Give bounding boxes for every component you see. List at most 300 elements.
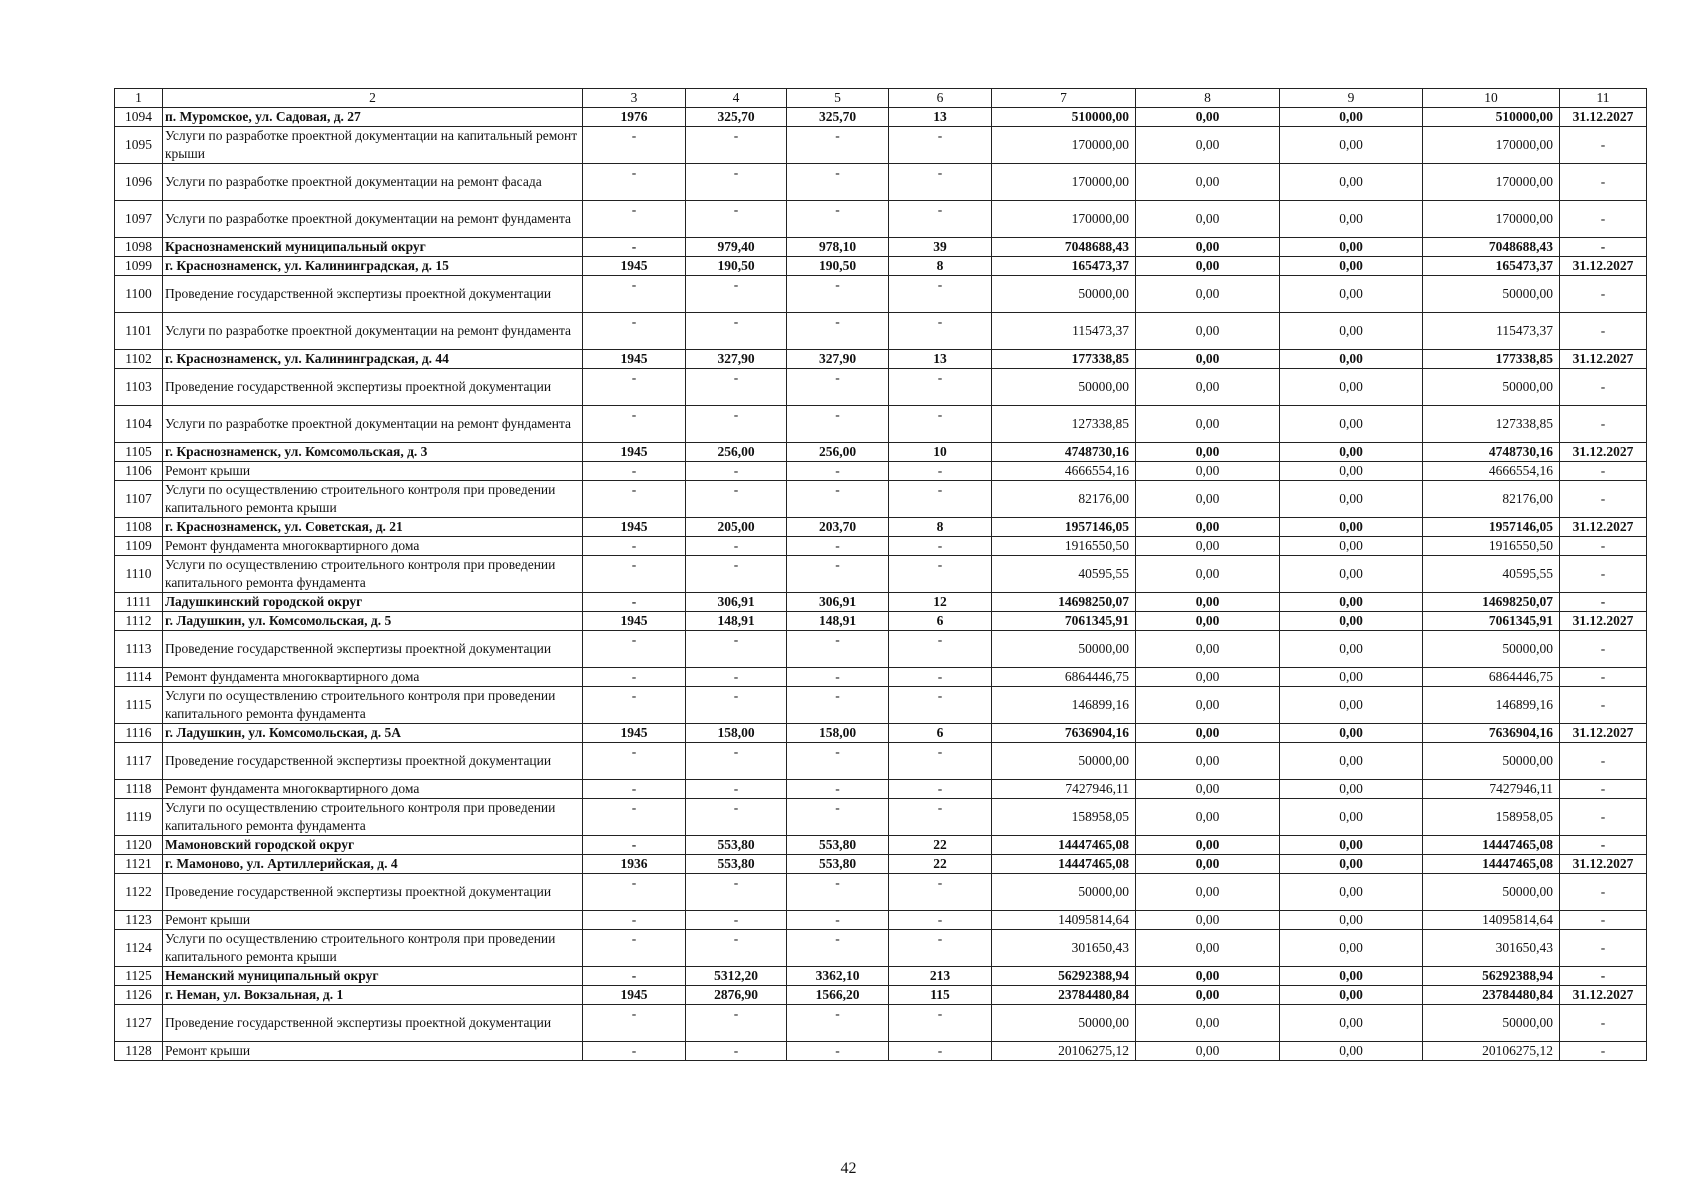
deadline-cell: -	[1560, 406, 1647, 443]
deadline-cell: 31.12.2027	[1560, 986, 1647, 1005]
cost-total-cell: 14447465,08	[992, 836, 1136, 855]
year-cell: -	[583, 743, 686, 780]
description-cell: Ремонт фундамента многоквартирного дома	[163, 668, 583, 687]
description-cell: г. Мамоново, ул. Артиллерийская, д. 4	[163, 855, 583, 874]
row-number-cell: 1109	[115, 537, 163, 556]
description-cell: Ремонт фундамента многоквартирного дома	[163, 537, 583, 556]
fund-cell: 0,00	[1136, 518, 1280, 537]
area-living-cell: -	[787, 406, 889, 443]
row-number-cell: 1099	[115, 257, 163, 276]
row-number-cell: 1104	[115, 406, 163, 443]
cost-total-cell: 20106275,12	[992, 1042, 1136, 1061]
cost-total-cell: 7061345,91	[992, 612, 1136, 631]
table-row	[115, 443, 1647, 462]
column-header: 10	[1423, 89, 1560, 108]
row-number-cell: 1106	[115, 462, 163, 481]
cost-total-cell: 510000,00	[992, 108, 1136, 127]
residents-cell: 39	[889, 238, 992, 257]
row-number-cell: 1108	[115, 518, 163, 537]
budget-cell: 0,00	[1280, 724, 1423, 743]
deadline-cell: -	[1560, 836, 1647, 855]
deadline-cell: -	[1560, 238, 1647, 257]
year-cell: -	[583, 127, 686, 164]
area-total-cell: 553,80	[686, 855, 787, 874]
cost-total-cell: 170000,00	[992, 201, 1136, 238]
area-living-cell: -	[787, 799, 889, 836]
deadline-cell: -	[1560, 911, 1647, 930]
year-cell: -	[583, 481, 686, 518]
column-header: 1	[115, 89, 163, 108]
table-row	[115, 127, 1647, 164]
data-table	[114, 88, 1647, 1061]
residents-cell: -	[889, 1042, 992, 1061]
residents-cell: -	[889, 276, 992, 313]
fund-cell: 0,00	[1136, 369, 1280, 406]
table-row	[115, 518, 1647, 537]
area-total-cell: 2876,90	[686, 986, 787, 1005]
area-total-cell: 5312,20	[686, 967, 787, 986]
fund-cell: 0,00	[1136, 612, 1280, 631]
row-number-cell: 1113	[115, 631, 163, 668]
fund-cell: 0,00	[1136, 631, 1280, 668]
table-row	[115, 930, 1647, 967]
table-row	[115, 687, 1647, 724]
description-cell: Услуги по осуществлению строительного контроля при проведении капитального ремонта крыши	[163, 481, 583, 518]
owners-funds-cell: 50000,00	[1423, 743, 1560, 780]
residents-cell: -	[889, 462, 992, 481]
year-cell: 1936	[583, 855, 686, 874]
area-living-cell: 325,70	[787, 108, 889, 127]
description-cell: Услуги по разработке проектной документации на ремонт фундамента	[163, 201, 583, 238]
residents-cell: 6	[889, 612, 992, 631]
budget-cell: 0,00	[1280, 799, 1423, 836]
budget-cell: 0,00	[1280, 369, 1423, 406]
cost-total-cell: 1957146,05	[992, 518, 1136, 537]
cost-total-cell: 170000,00	[992, 164, 1136, 201]
budget-cell: 0,00	[1280, 462, 1423, 481]
deadline-cell: 31.12.2027	[1560, 724, 1647, 743]
budget-cell: 0,00	[1280, 967, 1423, 986]
description-cell: Услуги по разработке проектной документации на ремонт фундамента	[163, 406, 583, 443]
budget-cell: 0,00	[1280, 556, 1423, 593]
fund-cell: 0,00	[1136, 313, 1280, 350]
deadline-cell: -	[1560, 462, 1647, 481]
owners-funds-cell: 50000,00	[1423, 369, 1560, 406]
area-total-cell: -	[686, 911, 787, 930]
cost-total-cell: 146899,16	[992, 687, 1136, 724]
year-cell: -	[583, 164, 686, 201]
table-row	[115, 481, 1647, 518]
cost-total-cell: 158958,05	[992, 799, 1136, 836]
table-row	[115, 462, 1647, 481]
owners-funds-cell: 165473,37	[1423, 257, 1560, 276]
cost-total-cell: 165473,37	[992, 257, 1136, 276]
area-total-cell: -	[686, 164, 787, 201]
cost-total-cell: 7048688,43	[992, 238, 1136, 257]
owners-funds-cell: 7636904,16	[1423, 724, 1560, 743]
description-cell: г. Ладушкин, ул. Комсомольская, д. 5	[163, 612, 583, 631]
residents-cell: 6	[889, 724, 992, 743]
owners-funds-cell: 7427946,11	[1423, 780, 1560, 799]
row-number-cell: 1112	[115, 612, 163, 631]
fund-cell: 0,00	[1136, 406, 1280, 443]
budget-cell: 0,00	[1280, 127, 1423, 164]
residents-cell: 12	[889, 593, 992, 612]
row-number-cell: 1114	[115, 668, 163, 687]
fund-cell: 0,00	[1136, 780, 1280, 799]
residents-cell: 22	[889, 855, 992, 874]
budget-cell: 0,00	[1280, 238, 1423, 257]
column-header: 7	[992, 89, 1136, 108]
area-living-cell: -	[787, 369, 889, 406]
residents-cell: -	[889, 201, 992, 238]
cost-total-cell: 170000,00	[992, 127, 1136, 164]
owners-funds-cell: 4666554,16	[1423, 462, 1560, 481]
owners-funds-cell: 127338,85	[1423, 406, 1560, 443]
deadline-cell: -	[1560, 556, 1647, 593]
deadline-cell: -	[1560, 276, 1647, 313]
fund-cell: 0,00	[1136, 443, 1280, 462]
year-cell: -	[583, 238, 686, 257]
row-number-cell: 1107	[115, 481, 163, 518]
deadline-cell: -	[1560, 127, 1647, 164]
owners-funds-cell: 177338,85	[1423, 350, 1560, 369]
deadline-cell: -	[1560, 799, 1647, 836]
owners-funds-cell: 7061345,91	[1423, 612, 1560, 631]
area-living-cell: -	[787, 127, 889, 164]
residents-cell: 8	[889, 518, 992, 537]
deadline-cell: -	[1560, 1042, 1647, 1061]
table-row	[115, 108, 1647, 127]
fund-cell: 0,00	[1136, 257, 1280, 276]
description-cell: Услуги по разработке проектной документации на капитальный ремонт крыши	[163, 127, 583, 164]
description-cell: п. Муромское, ул. Садовая, д. 27	[163, 108, 583, 127]
cost-total-cell: 6864446,75	[992, 668, 1136, 687]
description-cell: Услуги по осуществлению строительного контроля при проведении капитального ремонта фундамента	[163, 687, 583, 724]
area-living-cell: -	[787, 164, 889, 201]
fund-cell: 0,00	[1136, 556, 1280, 593]
budget-cell: 0,00	[1280, 780, 1423, 799]
deadline-cell: -	[1560, 780, 1647, 799]
row-number-cell: 1126	[115, 986, 163, 1005]
description-cell: г. Краснознаменск, ул. Калининградская, д. 44	[163, 350, 583, 369]
budget-cell: 0,00	[1280, 855, 1423, 874]
year-cell: 1945	[583, 612, 686, 631]
budget-cell: 0,00	[1280, 164, 1423, 201]
row-number-cell: 1120	[115, 836, 163, 855]
description-cell: Услуги по разработке проектной документации на ремонт фундамента	[163, 313, 583, 350]
area-total-cell: -	[686, 743, 787, 780]
budget-cell: 0,00	[1280, 593, 1423, 612]
description-cell: Услуги по разработке проектной документации на ремонт фасада	[163, 164, 583, 201]
area-total-cell: 306,91	[686, 593, 787, 612]
year-cell: -	[583, 874, 686, 911]
cost-total-cell: 23784480,84	[992, 986, 1136, 1005]
area-total-cell: -	[686, 406, 787, 443]
cost-total-cell: 50000,00	[992, 369, 1136, 406]
fund-cell: 0,00	[1136, 537, 1280, 556]
owners-funds-cell: 50000,00	[1423, 874, 1560, 911]
cost-total-cell: 4666554,16	[992, 462, 1136, 481]
budget-cell: 0,00	[1280, 1042, 1423, 1061]
year-cell: -	[583, 593, 686, 612]
residents-cell: 13	[889, 108, 992, 127]
residents-cell: -	[889, 369, 992, 406]
cost-total-cell: 82176,00	[992, 481, 1136, 518]
year-cell: -	[583, 556, 686, 593]
deadline-cell: -	[1560, 201, 1647, 238]
residents-cell: 10	[889, 443, 992, 462]
deadline-cell: -	[1560, 930, 1647, 967]
deadline-cell: 31.12.2027	[1560, 257, 1647, 276]
residents-cell: -	[889, 537, 992, 556]
table-row	[115, 743, 1647, 780]
cost-total-cell: 14095814,64	[992, 911, 1136, 930]
table-row	[115, 350, 1647, 369]
area-total-cell: 979,40	[686, 238, 787, 257]
owners-funds-cell: 14095814,64	[1423, 911, 1560, 930]
deadline-cell: -	[1560, 313, 1647, 350]
description-cell: Краснознаменский муниципальный округ	[163, 238, 583, 257]
area-total-cell: 205,00	[686, 518, 787, 537]
owners-funds-cell: 6864446,75	[1423, 668, 1560, 687]
area-total-cell: -	[686, 668, 787, 687]
deadline-cell: -	[1560, 481, 1647, 518]
description-cell: Проведение государственной экспертизы проектной документации	[163, 874, 583, 911]
area-total-cell: -	[686, 631, 787, 668]
deadline-cell: 31.12.2027	[1560, 612, 1647, 631]
description-cell: Ремонт фундамента многоквартирного дома	[163, 780, 583, 799]
row-number-cell: 1119	[115, 799, 163, 836]
year-cell: 1945	[583, 518, 686, 537]
area-total-cell: 327,90	[686, 350, 787, 369]
cost-total-cell: 7636904,16	[992, 724, 1136, 743]
owners-funds-cell: 4748730,16	[1423, 443, 1560, 462]
table-row	[115, 631, 1647, 668]
budget-cell: 0,00	[1280, 201, 1423, 238]
residents-cell: -	[889, 1005, 992, 1042]
budget-cell: 0,00	[1280, 631, 1423, 668]
cost-total-cell: 50000,00	[992, 276, 1136, 313]
deadline-cell: 31.12.2027	[1560, 350, 1647, 369]
year-cell: -	[583, 369, 686, 406]
table-row	[115, 612, 1647, 631]
residents-cell: -	[889, 406, 992, 443]
area-total-cell: -	[686, 369, 787, 406]
area-total-cell: -	[686, 930, 787, 967]
table-row	[115, 780, 1647, 799]
owners-funds-cell: 510000,00	[1423, 108, 1560, 127]
area-total-cell: -	[686, 780, 787, 799]
column-header: 9	[1280, 89, 1423, 108]
table-row	[115, 799, 1647, 836]
year-cell: 1945	[583, 443, 686, 462]
year-cell: -	[583, 836, 686, 855]
cost-total-cell: 1916550,50	[992, 537, 1136, 556]
budget-cell: 0,00	[1280, 257, 1423, 276]
cost-total-cell: 115473,37	[992, 313, 1136, 350]
owners-funds-cell: 14447465,08	[1423, 836, 1560, 855]
fund-cell: 0,00	[1136, 743, 1280, 780]
budget-cell: 0,00	[1280, 612, 1423, 631]
column-header: 2	[163, 89, 583, 108]
table-row	[115, 556, 1647, 593]
deadline-cell: -	[1560, 967, 1647, 986]
residents-cell: -	[889, 799, 992, 836]
description-cell: Ладушкинский городской округ	[163, 593, 583, 612]
budget-cell: 0,00	[1280, 836, 1423, 855]
row-number-cell: 1103	[115, 369, 163, 406]
column-header: 11	[1560, 89, 1647, 108]
cost-total-cell: 56292388,94	[992, 967, 1136, 986]
residents-cell: 22	[889, 836, 992, 855]
area-living-cell: 553,80	[787, 836, 889, 855]
table-row	[115, 164, 1647, 201]
owners-funds-cell: 115473,37	[1423, 313, 1560, 350]
owners-funds-cell: 50000,00	[1423, 1005, 1560, 1042]
table-row	[115, 201, 1647, 238]
year-cell: -	[583, 313, 686, 350]
area-total-cell: -	[686, 462, 787, 481]
residents-cell: -	[889, 556, 992, 593]
year-cell: -	[583, 1042, 686, 1061]
residents-cell: 115	[889, 986, 992, 1005]
year-cell: -	[583, 687, 686, 724]
cost-total-cell: 14698250,07	[992, 593, 1136, 612]
description-cell: г. Неман, ул. Вокзальная, д. 1	[163, 986, 583, 1005]
deadline-cell: 31.12.2027	[1560, 443, 1647, 462]
fund-cell: 0,00	[1136, 874, 1280, 911]
row-number-cell: 1111	[115, 593, 163, 612]
description-cell: Проведение государственной экспертизы проектной документации	[163, 631, 583, 668]
year-cell: 1945	[583, 724, 686, 743]
cost-total-cell: 50000,00	[992, 631, 1136, 668]
area-total-cell: -	[686, 1042, 787, 1061]
area-living-cell: -	[787, 668, 889, 687]
residents-cell: -	[889, 127, 992, 164]
deadline-cell: -	[1560, 537, 1647, 556]
deadline-cell: -	[1560, 687, 1647, 724]
area-living-cell: 256,00	[787, 443, 889, 462]
owners-funds-cell: 1957146,05	[1423, 518, 1560, 537]
description-cell: г. Краснознаменск, ул. Советская, д. 21	[163, 518, 583, 537]
area-total-cell: 553,80	[686, 836, 787, 855]
deadline-cell: -	[1560, 874, 1647, 911]
year-cell: -	[583, 799, 686, 836]
cost-total-cell: 50000,00	[992, 1005, 1136, 1042]
table-row	[115, 986, 1647, 1005]
year-cell: -	[583, 1005, 686, 1042]
row-number-cell: 1100	[115, 276, 163, 313]
residents-cell: -	[889, 631, 992, 668]
deadline-cell: -	[1560, 164, 1647, 201]
row-number-cell: 1101	[115, 313, 163, 350]
table-row	[115, 369, 1647, 406]
table-row	[115, 276, 1647, 313]
table-row	[115, 1005, 1647, 1042]
deadline-cell: 31.12.2027	[1560, 108, 1647, 127]
table-row	[115, 537, 1647, 556]
table-row	[115, 313, 1647, 350]
fund-cell: 0,00	[1136, 201, 1280, 238]
table-row	[115, 874, 1647, 911]
cost-total-cell: 50000,00	[992, 743, 1136, 780]
deadline-cell: -	[1560, 743, 1647, 780]
table-row	[115, 724, 1647, 743]
budget-cell: 0,00	[1280, 518, 1423, 537]
owners-funds-cell: 23784480,84	[1423, 986, 1560, 1005]
area-total-cell: 190,50	[686, 257, 787, 276]
residents-cell: -	[889, 164, 992, 201]
area-living-cell: -	[787, 687, 889, 724]
table-row	[115, 855, 1647, 874]
area-living-cell: -	[787, 313, 889, 350]
area-living-cell: -	[787, 743, 889, 780]
area-living-cell: -	[787, 537, 889, 556]
owners-funds-cell: 158958,05	[1423, 799, 1560, 836]
area-total-cell: 325,70	[686, 108, 787, 127]
description-cell: Проведение государственной экспертизы проектной документации	[163, 743, 583, 780]
area-total-cell: -	[686, 537, 787, 556]
budget-cell: 0,00	[1280, 481, 1423, 518]
row-number-cell: 1102	[115, 350, 163, 369]
description-cell: г. Ладушкин, ул. Комсомольская, д. 5А	[163, 724, 583, 743]
area-total-cell: -	[686, 313, 787, 350]
description-cell: Услуги по осуществлению строительного контроля при проведении капитального ремонта крыши	[163, 930, 583, 967]
fund-cell: 0,00	[1136, 127, 1280, 164]
page-number: 42	[840, 1160, 857, 1177]
owners-funds-cell: 50000,00	[1423, 276, 1560, 313]
fund-cell: 0,00	[1136, 1005, 1280, 1042]
row-number-cell: 1124	[115, 930, 163, 967]
budget-cell: 0,00	[1280, 313, 1423, 350]
area-living-cell: -	[787, 1005, 889, 1042]
deadline-cell: -	[1560, 369, 1647, 406]
row-number-cell: 1096	[115, 164, 163, 201]
budget-cell: 0,00	[1280, 687, 1423, 724]
area-living-cell: 1566,20	[787, 986, 889, 1005]
budget-cell: 0,00	[1280, 1005, 1423, 1042]
row-number-cell: 1127	[115, 1005, 163, 1042]
description-cell: Ремонт крыши	[163, 911, 583, 930]
owners-funds-cell: 20106275,12	[1423, 1042, 1560, 1061]
area-living-cell: 327,90	[787, 350, 889, 369]
row-number-cell: 1121	[115, 855, 163, 874]
area-total-cell: -	[686, 276, 787, 313]
column-header: 5	[787, 89, 889, 108]
fund-cell: 0,00	[1136, 836, 1280, 855]
area-living-cell: -	[787, 201, 889, 238]
fund-cell: 0,00	[1136, 462, 1280, 481]
year-cell: 1945	[583, 257, 686, 276]
area-living-cell: -	[787, 1042, 889, 1061]
area-total-cell: -	[686, 1005, 787, 1042]
row-number-cell: 1095	[115, 127, 163, 164]
year-cell: -	[583, 201, 686, 238]
fund-cell: 0,00	[1136, 593, 1280, 612]
year-cell: 1976	[583, 108, 686, 127]
cost-total-cell: 4748730,16	[992, 443, 1136, 462]
row-number-cell: 1110	[115, 556, 163, 593]
description-cell: Проведение государственной экспертизы проектной документации	[163, 276, 583, 313]
description-cell: Проведение государственной экспертизы проектной документации	[163, 1005, 583, 1042]
fund-cell: 0,00	[1136, 668, 1280, 687]
year-cell: -	[583, 911, 686, 930]
table-row	[115, 1042, 1647, 1061]
year-cell: -	[583, 631, 686, 668]
description-cell: Мамоновский городской округ	[163, 836, 583, 855]
row-number-cell: 1097	[115, 201, 163, 238]
